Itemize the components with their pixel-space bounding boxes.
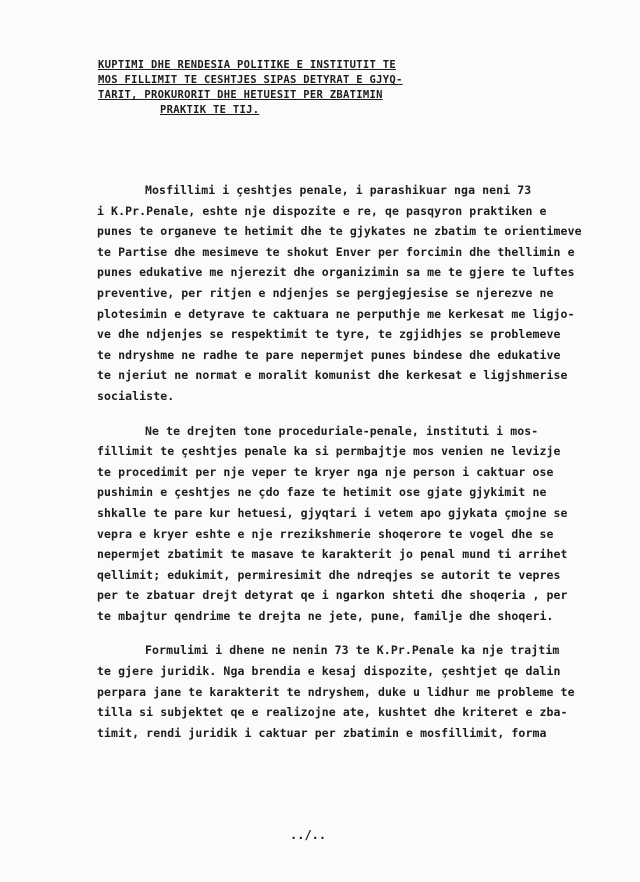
text-line: socialiste. <box>97 388 175 403</box>
text-line: te mbajtur qendrime te drejta ne jete, pune, familje dhe shoqeri. <box>97 608 554 623</box>
page-marker: ../.. <box>290 828 327 842</box>
text-line: ve dhe ndjenjes se respektimit te tyre, te zgjidhjes se problemeve <box>97 327 561 342</box>
text-line: pushimin e çeshtjes ne çdo faze te hetimit ose gjate gjykimit ne <box>97 485 547 500</box>
document-body <box>97 180 597 743</box>
text-line: timit, rendi juridik i caktuar per zbatimin e mosfillimit, forma <box>97 725 547 740</box>
text-line: shkalle te pare kur hetuesi, gjyqtari i vetem apo gjykata çmojne se <box>97 505 568 520</box>
text-line: punes edukative me njerezit dhe organizimin sa me te gjere te luftes <box>97 265 575 280</box>
text-line: te Partise dhe mesimeve te shokut Enver per forcimin dhe thellimin e <box>97 244 575 259</box>
text-line: te procedimit per nje veper te kryer nga nje person i caktuar ose <box>97 464 554 479</box>
paragraph-3 <box>97 640 597 743</box>
text-line: fillimit te çeshtjes penale ka si permbajtje mos venien ne levizje <box>97 444 561 459</box>
paragraph-1 <box>97 180 597 407</box>
text-line: te gjere juridik. Nga brendia e kesaj dispozite, çeshtjet qe dalin <box>97 664 561 679</box>
text-line: vepra e kryer eshte e nje rrezikshmerie shoqerore te vogel dhe se <box>97 526 554 541</box>
title-line: TARIT, PROKURORIT DHE HETUESIT PER ZBATIMIN <box>98 89 383 101</box>
title-line: PRAKTIK TE TIJ. <box>160 104 260 116</box>
text-line: qellimit; edukimit, permiresimit dhe ndreqjes se autorit te vepres <box>97 567 561 582</box>
text-line: te ndryshme ne radhe te pare nepermjet punes bindese dhe edukative <box>97 347 561 362</box>
text-line: plotesimin e detyrave te caktuara ne perputhje me kerkesat me ligjo- <box>97 306 575 321</box>
text-line: Formulimi i dhene ne nenin 73 te K.Pr.Penale ka nje trajtim <box>145 643 560 658</box>
paragraph-2 <box>97 421 597 627</box>
text-line: Ne te drejten tone proceduriale-penale, instituti i mos- <box>145 423 539 438</box>
text-line: i K.Pr.Penale, eshte nje dispozite e re, qe pasqyron praktiken e <box>97 203 547 218</box>
title-line: MOS FILLIMIT TE CESHTJES SIPAS DETYRAT E GJYQ- <box>98 74 403 86</box>
text-line: punes te organeve te hetimit dhe te gjykates ne zbatim te orientimeve <box>97 224 582 239</box>
title-line: KUPTIMI DHE RENDESIA POLITIKE E INSTITUTIT TE <box>98 59 396 71</box>
text-line: nepermjet zbatimit te masave te karakterit jo penal mund ti arrihet <box>97 547 568 562</box>
text-line: perpara jane te karakterit te ndryshem, duke u lidhur me probleme te <box>97 684 575 699</box>
text-line: per te zbatuar drejt detyrat qe i ngarkon shteti dhe shoqeria , per <box>97 588 568 603</box>
text-line: te njeriut ne normat e moralit komunist dhe kerkesat e ligjshmerise <box>97 368 568 383</box>
document-title <box>98 58 478 118</box>
text-line: Mosfillimi i çeshtjes penale, i parashikuar nga neni 73 <box>145 183 532 197</box>
text-line: tilla si subjektet qe e realizojne ate, kushtet dhe kriteret e zba- <box>97 705 568 720</box>
text-line: preventive, per ritjen e ndjenjes se pergjegjesise se njerezve ne <box>97 285 554 300</box>
